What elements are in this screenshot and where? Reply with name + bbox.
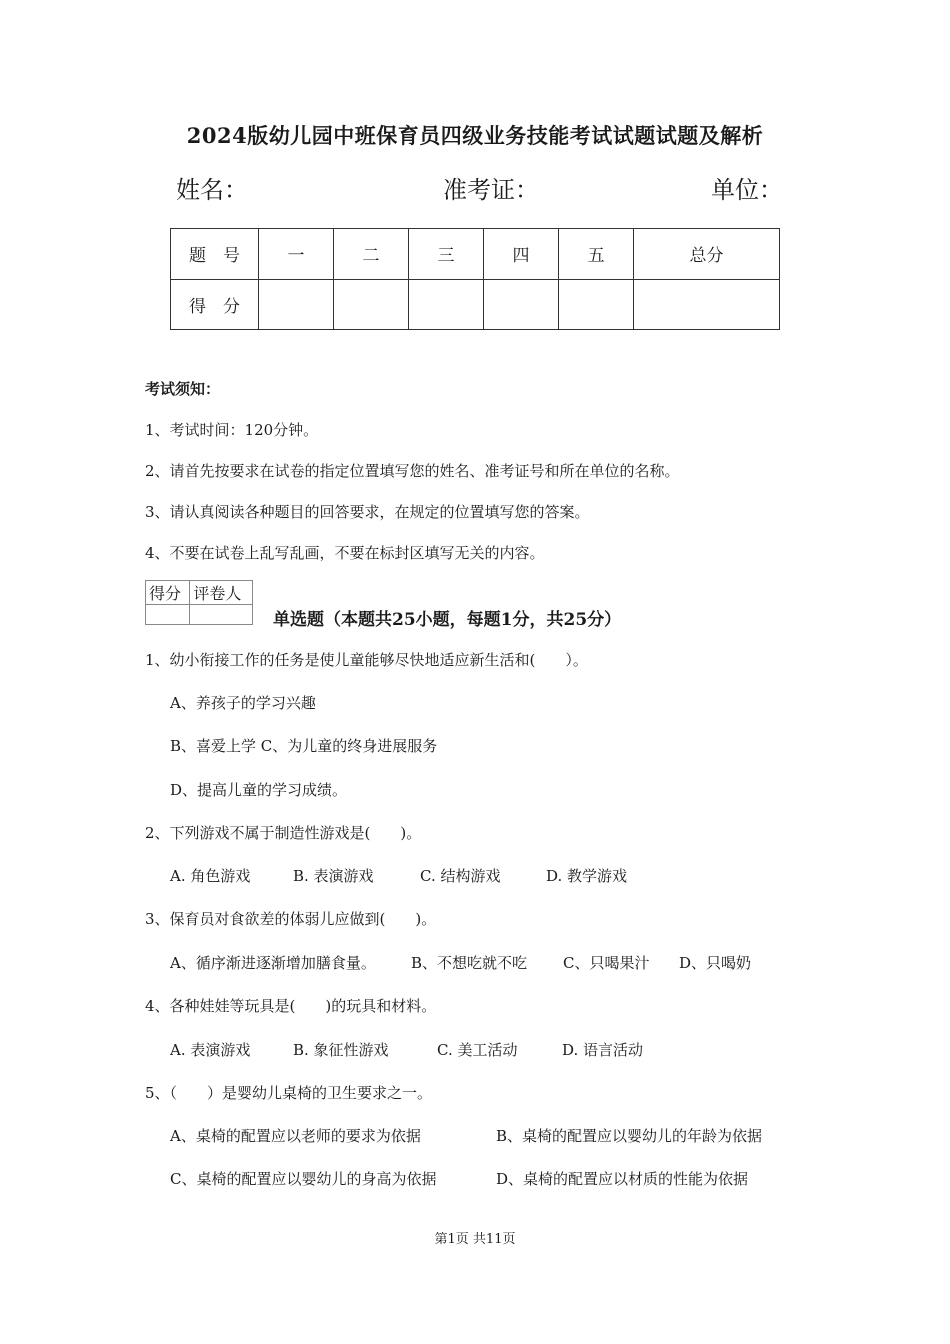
question-stem: 2、下列游戏不属于制造性游戏是( )。 <box>145 824 422 842</box>
question-option: A. 表演游戏 <box>170 1041 251 1059</box>
question-option: B、不想吃就不吃 <box>411 954 528 972</box>
section-heading: 单选题（本题共25小题，每题1分，共25分） <box>273 610 622 630</box>
question-option: A、养孩子的学习兴趣 <box>170 694 316 712</box>
score-table-header-label: 题 号 <box>171 229 259 280</box>
question-option: D、提高儿童的学习成绩。 <box>170 781 348 799</box>
document-title: 2024版幼儿园中班保育员四级业务技能考试试题试题及解析 <box>186 123 764 148</box>
question-option: C、只喝果汁 <box>563 954 650 972</box>
question-option: A、桌椅的配置应以老师的要求为依据 <box>170 1127 421 1145</box>
grader-box-grader-cell[interactable] <box>190 605 253 625</box>
question-option: B. 象征性游戏 <box>293 1041 389 1059</box>
question-option: B. 表演游戏 <box>293 867 374 885</box>
question-option: D、只喝奶 <box>679 954 752 972</box>
question-stem: 1、幼小衔接工作的任务是使儿童能够尽快地适应新生活和( ）。 <box>145 651 588 669</box>
question-stem: 5、（ ）是婴幼儿桌椅的卫生要求之一。 <box>145 1084 433 1102</box>
score-table <box>170 228 780 330</box>
notice-item: 4、不要在试卷上乱写乱画，不要在标封区填写无关的内容。 <box>145 544 545 562</box>
score-cell[interactable] <box>334 279 409 330</box>
score-table-header-cell: 四 <box>484 229 559 280</box>
notice-item: 1、考试时间：120分钟。 <box>145 421 319 439</box>
question-option: B、桌椅的配置应以婴幼儿的年龄为依据 <box>496 1127 763 1145</box>
question-option: D、桌椅的配置应以材质的性能为依据 <box>496 1170 749 1188</box>
question-option: A、循序渐进逐渐增加膳食量。 <box>170 954 376 972</box>
score-cell[interactable] <box>484 279 559 330</box>
score-table-header-cell: 一 <box>259 229 334 280</box>
score-table-score-label: 得 分 <box>171 279 259 330</box>
grader-box <box>145 580 253 625</box>
question-option: A. 角色游戏 <box>170 867 251 885</box>
question-option: C. 美工活动 <box>437 1041 518 1059</box>
grader-box-score-label: 得分 <box>146 581 190 605</box>
score-table-header-cell: 二 <box>334 229 409 280</box>
score-table-header-row <box>171 229 780 280</box>
unit-field-label: 单位： <box>711 176 783 204</box>
question-stem: 4、各种娃娃等玩具是( )的玩具和材料。 <box>145 997 437 1015</box>
question-option: B、喜爱上学 C、为儿童的终身进展服务 <box>170 737 438 755</box>
exam-id-field-label: 准考证： <box>443 176 539 204</box>
notice-heading: 考试须知： <box>145 380 221 398</box>
grader-box-grader-label: 评卷人 <box>190 581 253 605</box>
score-cell[interactable] <box>559 279 634 330</box>
question-stem: 3、保育员对食欲差的体弱儿应做到( )。 <box>145 910 437 928</box>
question-option: C、桌椅的配置应以婴幼儿的身高为依据 <box>170 1170 437 1188</box>
score-table-header-cell: 五 <box>559 229 634 280</box>
question-option: D. 语言活动 <box>562 1041 644 1059</box>
score-cell[interactable] <box>409 279 484 330</box>
notice-item: 3、请认真阅读各种题目的回答要求，在规定的位置填写您的答案。 <box>145 503 590 521</box>
question-option: D. 教学游戏 <box>546 867 628 885</box>
score-table-header-cell: 三 <box>409 229 484 280</box>
score-table-score-row <box>171 279 780 330</box>
question-option: C. 结构游戏 <box>420 867 501 885</box>
grader-box-score-cell[interactable] <box>146 605 190 625</box>
page-footer: 第1页 共11页 <box>434 1232 516 1247</box>
notice-item: 2、请首先按要求在试卷的指定位置填写您的姓名、准考证号和所在单位的名称。 <box>145 462 680 480</box>
score-table-header-cell: 总分 <box>634 229 780 280</box>
score-cell[interactable] <box>259 279 334 330</box>
name-field-label: 姓名： <box>176 176 248 204</box>
score-cell[interactable] <box>634 279 780 330</box>
